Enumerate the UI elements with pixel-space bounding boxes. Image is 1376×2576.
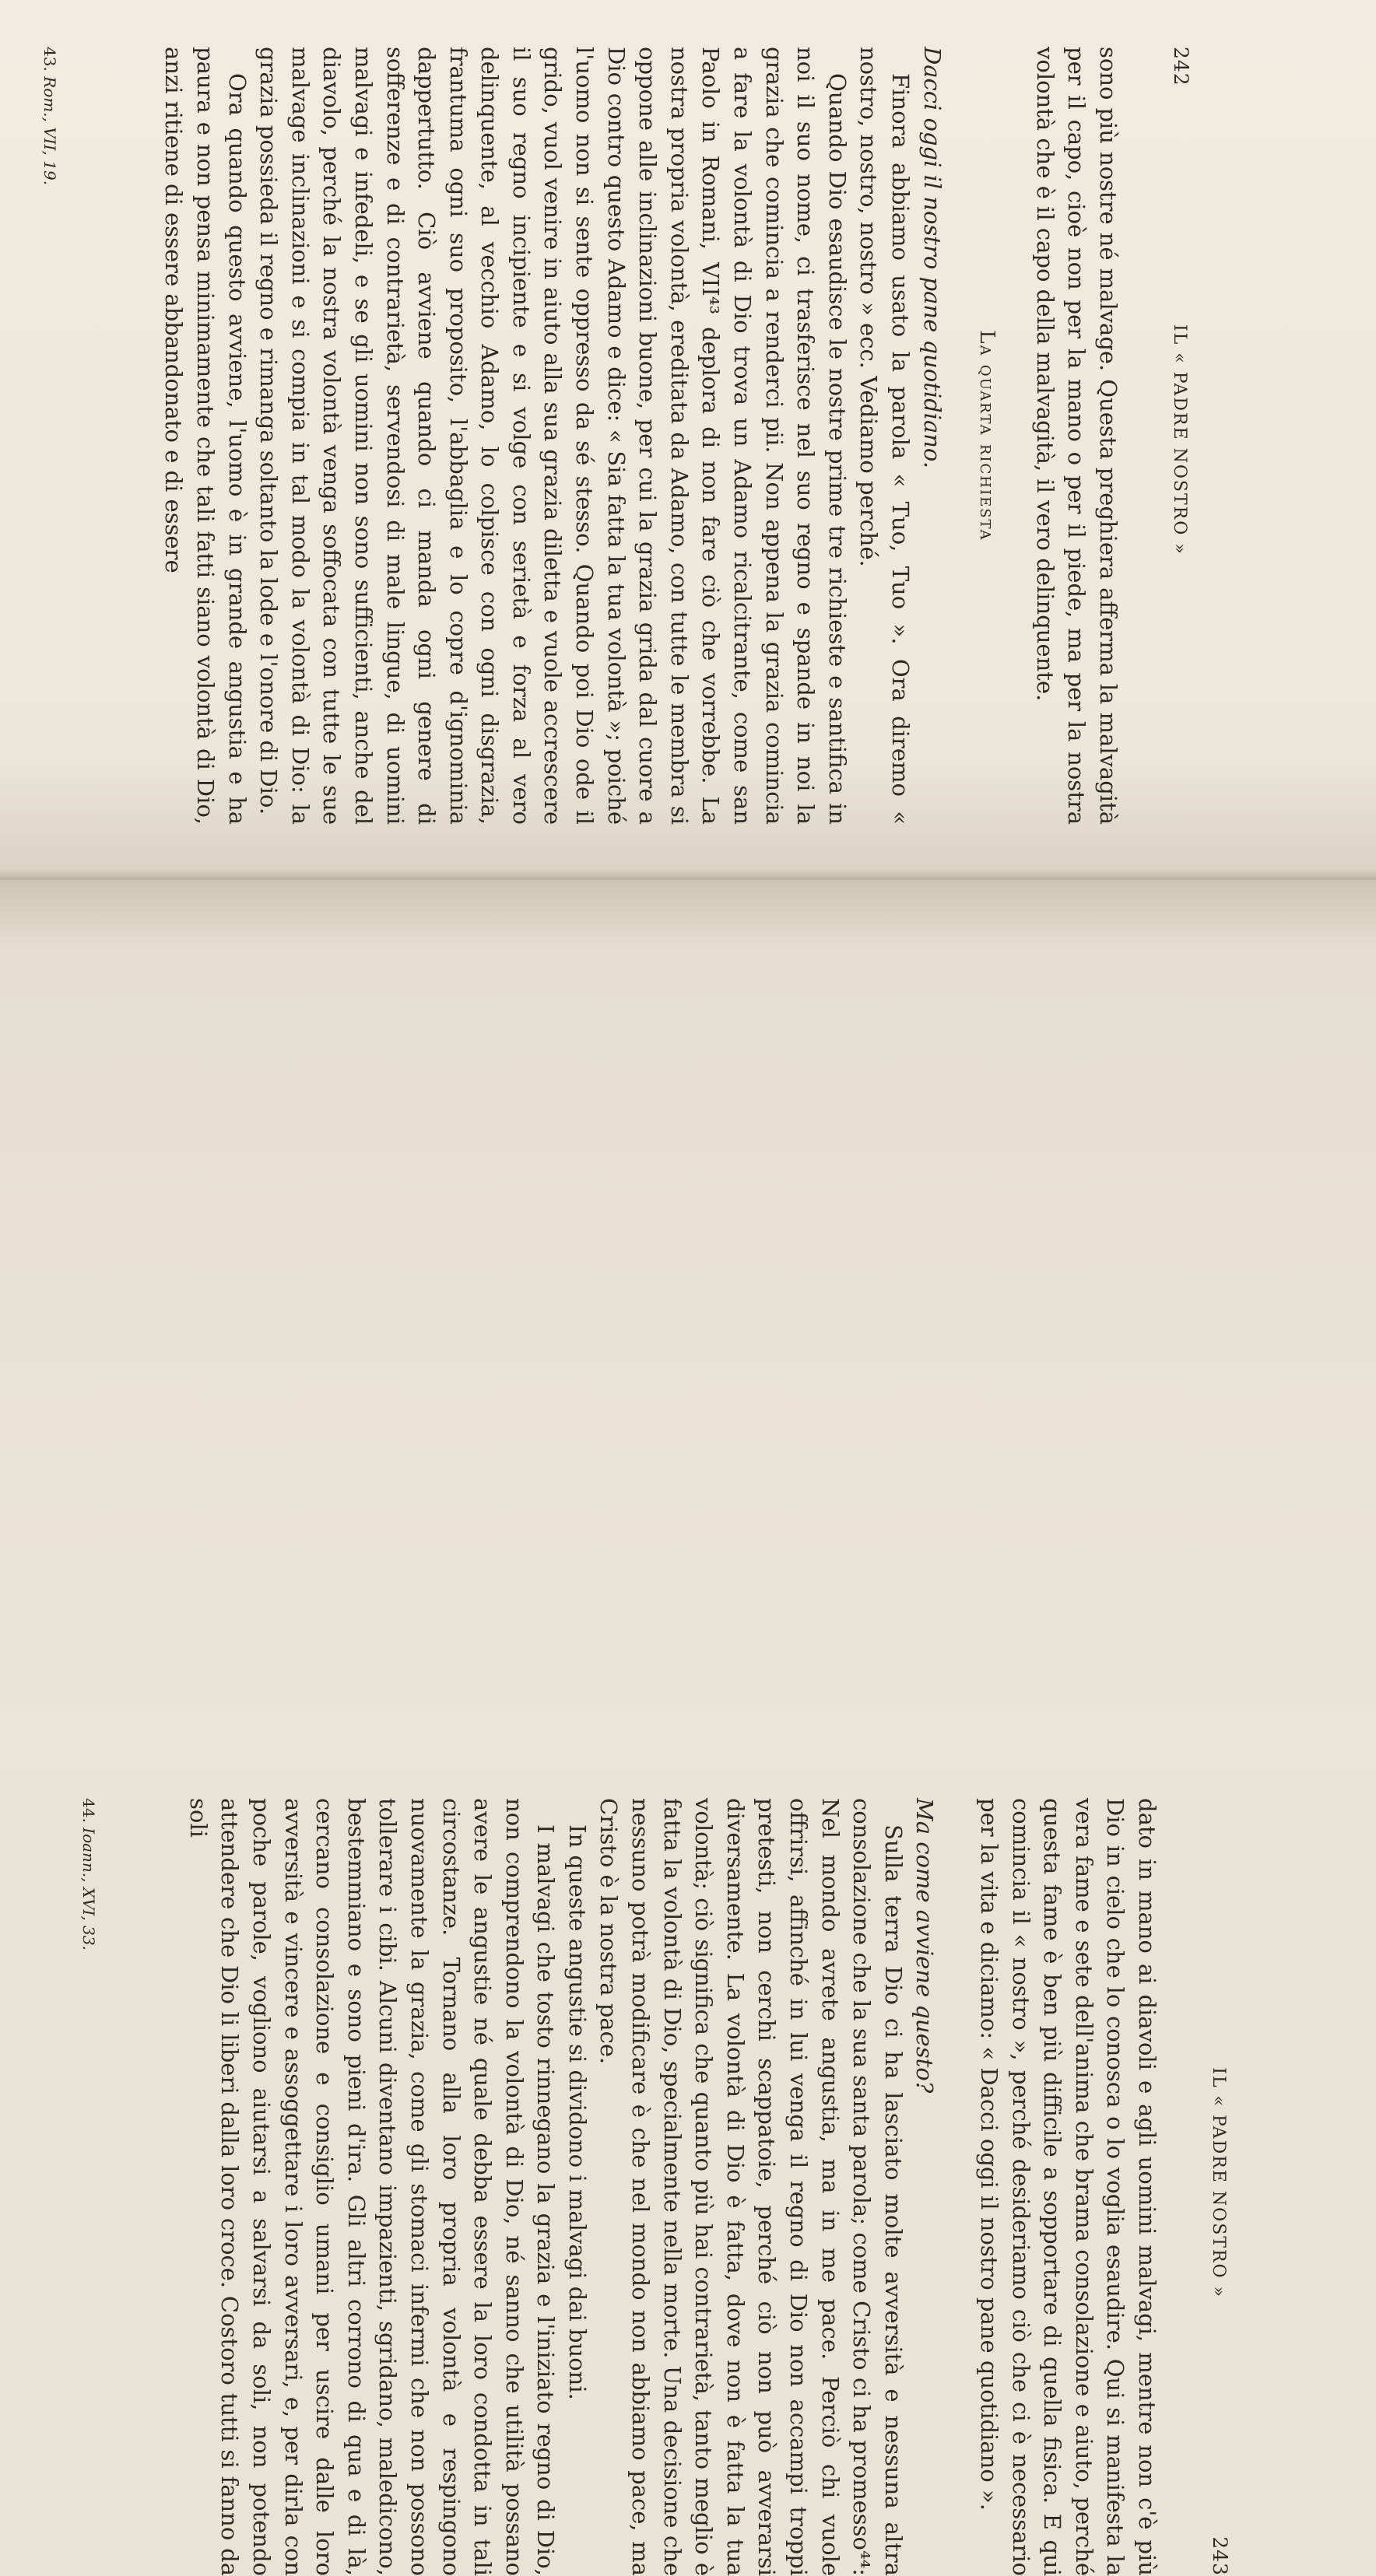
left-paragraph-2: Finora abbiamo usato la parola « Tuo, Tuo ». Ora diremo « nostro, nostro, nostro » ecc. Vediamo perché. (855, 47, 914, 825)
right-body-text (182, 1798, 1163, 2576)
left-body-text (158, 47, 1124, 825)
right-page-number: 243 (1209, 2536, 1231, 2576)
right-footnote-number: 44. (79, 1798, 98, 1823)
left-page-number: 242 (1170, 47, 1192, 86)
right-page (0, 880, 1376, 2576)
left-running-title: IL « PADRE NOSTRO » (1170, 324, 1189, 556)
right-paragraph-3: In queste angustie si dividono i malvagi dai buoni. (563, 1824, 591, 2400)
left-paragraph-4: Ora quando questo avviene, l'uomo è in grande angustia e ha paura e non pensa minimamente che tali fatti siano volontà di Dio, anzi ritiene di essere abbandonato e di essere (160, 47, 251, 825)
right-italic-heading: Ma come avviene questo? (911, 1798, 939, 2094)
left-page-text-block (40, 47, 1192, 825)
left-footnote (40, 47, 59, 185)
left-page (0, 0, 1376, 880)
left-footnote-text: Rom., VII, 19. (40, 76, 59, 186)
left-footnote-number: 43. (40, 47, 59, 72)
right-running-title: IL « PADRE NOSTRO » (1209, 2067, 1228, 2299)
right-running-head (1192, 1798, 1231, 2576)
right-footnote (79, 1798, 98, 1950)
right-paragraph-4: I malvagi che tosto rinnegano la grazia e l'iniziato regno di Dio, non comprendono la volontà di Dio, né sanno che utilità possano avere le angustie né quale debba essere la loro condotta in tali circostanze. Tornano alla loro propria volontà e respingono nuovamente la grazia, come gli stomaci infermi che non possono tollerare i cibi. Alcuni diventano impazienti, sgridano, maledicono, bestemmiano e sono pieni d'ira. Gli altri corrono di qua e di là, cercano consolazione e consiglio umani per uscire dalle loro avversità e vincere e assoggettare i loro avversari, e, per dirla con poche parole, vogliono aiutarsi a salvarsi da soli, non potendo attendere che Dio li liberi dalla loro croce. Costoro tutti si fanno da soli (184, 1798, 560, 2576)
right-paragraph-2: Sulla terra Dio ci ha lasciato molte avversità e nessuna altra consolazione che la sua santa parola; come Cristo ci ha promesso⁴⁴: Nel mondo avrete angustia, ma in me pace. Perciò chi vuole offrirsi, affinché in lui venga il regno di Dio non accampi troppi pretesti, non cerchi scappatoie, perché ciò non può avverarsi diversamente. La volontà di Dio è fatta, dove non è fatta la tua volontà; ciò significa che quanto più hai contrarietà, tanto meglio è fatta la volontà di Dio, specialmente nella morte. Una decisione che nessuno potrà modificare è che nel mondo non abbiamo pace, ma Cristo è la nostra pace. (595, 1798, 907, 2576)
section-heading: La quarta richiesta (975, 330, 999, 541)
right-page-text-block (79, 1798, 1231, 2576)
left-italic-heading: Dacci oggi il nostro pane quotidiano. (918, 47, 946, 469)
left-running-head (1153, 47, 1192, 825)
right-footnote-text: Ioann., XVI, 33. (79, 1828, 98, 1950)
left-paragraph-1: sono più nostre né malvage. Questa preghiera afferma la malvagità per il capo, cioè non per la mano o per il piede, ma per la nostra volontà che è il capo della malvagità, il vero delinquente. (1031, 47, 1122, 825)
right-paragraph-1: dato in mano ai diavoli e agli uomini malvagi, mentre non c'è più Dio in cielo che lo conosca o lo voglia esaudire. Qui si manifesta la vera fame e sete dell'anima che brama consolazione e aiuto, perché questa fame è ben più difficile a sopportare di quella fisica. E qui comincia il « nostro », perché desideriamo ciò che ci è necessario per la vita e diciamo: « Dacci oggi il nostro pane quotidiano ». (976, 1798, 1160, 2576)
left-paragraph-3: Quando Dio esaudisce le nostre prime tre richieste e santifica in noi il suo nome, ci trasferisce nel suo regno e spande in noi la grazia che comincia a renderci pii. Non appena la grazia comincia a fare la volontà di Dio trova un Adamo ricalcitrante, come san Paolo in Romani, VII⁴³ deplora di non fare ciò che vorrebbe. La nostra propria volontà, ereditata da Adamo, con tutte le membra si oppone alle inclinazioni buone, per cui la grazia grida dal cuore a Dio contro questo Adamo e dice: « Sia fatta la tua volontà »; poiché l'uomo non si sente oppresso da sé stesso. Quando poi Dio ode il grido, vuol venire in aiuto alla sua grazia diletta e vuole accrescere il suo regno incipiente e si volge con serietà e forza al vero delinquente, al vecchio Adamo, lo colpisce con ogni disgrazia, frantuma ogni suo proposito, l'abbaglia e lo copre d'ignominia dappertutto. Ciò avviene quando ci manda ogni genere di sofferenze e di contrarietà, servendosi di male lingue, di uomini malvagi e infedeli, e se gli uomini non sono sufficienti, anche del diavolo, perché la nostra volontà venga soffocata con tutte le sue malvage inclinazioni e si compia in tal modo la volontà di Dio: la grazia possieda il regno e rimanga soltanto la lode e l'onore di Dio. (255, 47, 851, 825)
